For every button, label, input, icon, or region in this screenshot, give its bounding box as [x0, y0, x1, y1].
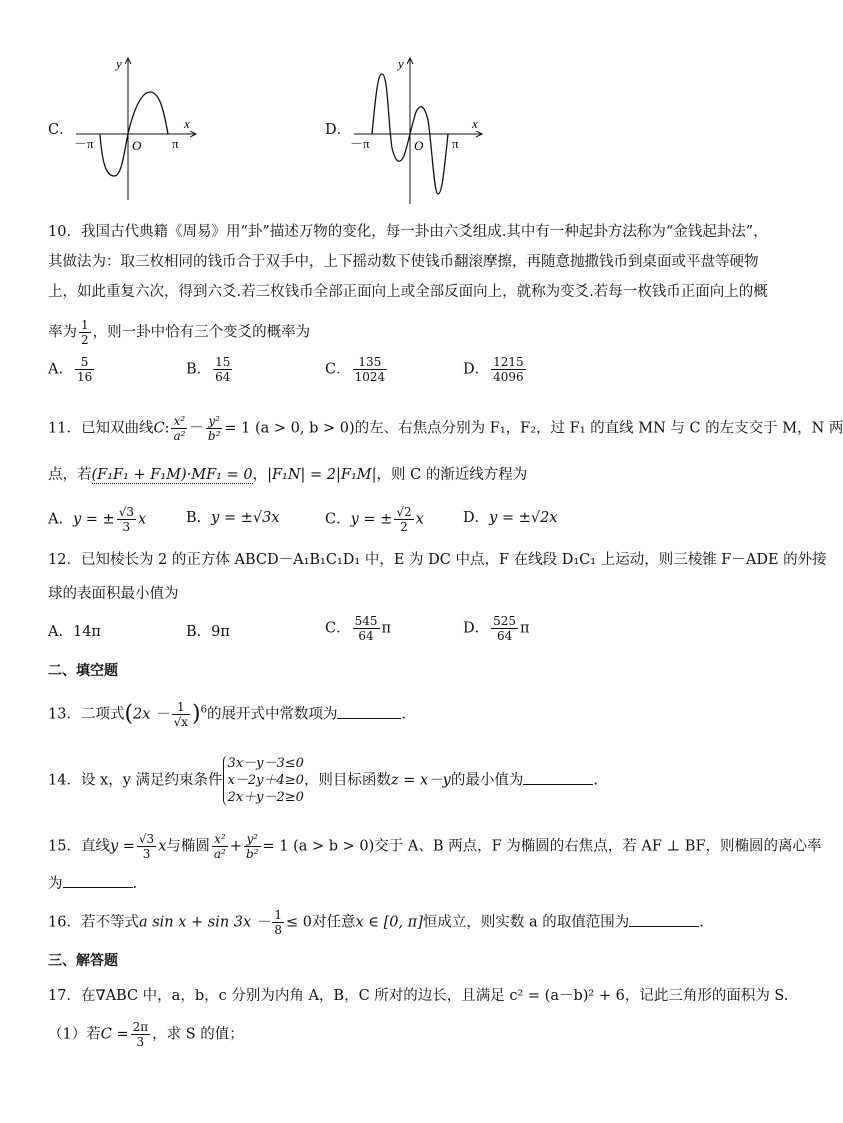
- abs-expression: |F₁N| = 2|F₁M|: [267, 467, 377, 483]
- neg-pi-label: －π: [74, 136, 94, 151]
- q10-line4: [48, 318, 310, 347]
- q11-option-a: A．y = ± $\frac{√3}{3}$ x: [48, 505, 147, 534]
- q15-line1: 15．直线y = $\frac{√3}{3}$ x与椭圆 $\frac{\text{x²}}{\text{a²}}$ + $\frac{\text{y²}}{\text{b²}}$ = 1 (a > b > 0)交于 A、B 两点，F 为椭圆的右焦点，若 AF ⊥ BF，则椭圆的离心率: [48, 832, 822, 861]
- graph-c: [70, 52, 210, 202]
- q10-line2: 其做法为：取三枚相同的钱币合于双手中，上下摇动数下使钱币翻滚摩擦，再随意抛撒钱币到桌面或平盘等硬物: [48, 254, 759, 270]
- q12-line1: 12．已知棱长为 2 的正方体 ABCD－A₁B₁C₁D₁ 中，E 为 DC 中点，F 在线段 D₁C₁ 上运动，则三棱锥 F－ADE 的外接: [48, 552, 827, 568]
- q11-option-b: B．y = ±√3x: [186, 510, 280, 526]
- q10-line4-post: ，则一卦中恰有三个变爻的概率为: [92, 324, 311, 341]
- half-fraction: $\frac{1}{2}$: [81, 318, 89, 347]
- q12-option-d: D． $\frac{525}{64}$ π: [463, 614, 530, 643]
- q15-line2: 为 .: [48, 876, 138, 892]
- q11-line1: 11．已知双曲线C: $\frac{\text{x²}}{\text{a²}}$ － $\frac{\text{y²}}{\text{b²}}$ = 1 (a > 0, b > 0)的左、右焦点分别为 F₁，F₂，过 F₁ 的直线 MN 与 C 的左支交于 M，N 两: [48, 414, 843, 443]
- constraint-system: 3x－y－3≤0 x－2y＋4≥0 2x＋y－2≥0: [223, 755, 304, 806]
- q16: 16．若不等式a sin x + sin 3x － $\frac{1}{8}$ ≤ 0对任意x ∈ [0, π]恒成立，则实数 a 的取值范围为 .: [48, 908, 704, 937]
- q10-line1: 10．我国古代典籍《周易》用“卦”描述万物的变化，每一卦由六爻组成.其中有一种起卦方法称为“金钱起卦法”，: [48, 224, 768, 240]
- q12-line2: 球的表面积最小值为: [48, 586, 179, 602]
- q12-option-c: C． $\frac{545}{64}$ π: [325, 614, 392, 643]
- q10-option-c: C． $\frac{135}{1024}$: [325, 355, 386, 384]
- section-solutions: 三、解答题: [48, 953, 118, 969]
- q12-option-a: A．14π: [48, 624, 101, 640]
- q13: 13．二项式(2x － $\frac{1}{√x}$ )$^6$的展开式中常数项为 .: [48, 700, 407, 729]
- origin-label: O: [132, 138, 142, 153]
- q17-sub1: （1）若C = $\frac{2\pi}{3}$ ，求 S 的值；: [48, 1020, 244, 1049]
- x-label: x: [472, 116, 478, 131]
- y-label: y: [398, 56, 404, 71]
- q13-answer-blank[interactable]: [337, 718, 401, 719]
- q16-answer-blank[interactable]: [629, 926, 699, 927]
- x-label: x: [184, 116, 190, 131]
- section-fill-in: 二、填空题: [48, 663, 118, 679]
- q14-answer-blank[interactable]: [523, 784, 593, 785]
- vector-expression: (F₁F₁ + F₁M)·MF₁ = 0: [91, 467, 253, 483]
- q10-option-a: A． $\frac{5}{16}$: [48, 355, 93, 384]
- neg-pi-label: －π: [350, 136, 370, 151]
- q11-option-c: C．y = ± $\frac{√2}{2}$ x: [325, 505, 424, 534]
- q10-option-d: D． $\frac{1215}{4096}$: [463, 355, 524, 384]
- q10-option-b: B． $\frac{15}{64}$: [186, 355, 231, 384]
- y-label: y: [116, 56, 122, 71]
- q17-line1: 17．在∇ABC 中，a，b，c 分别为内角 A，B，C 所对的边长，且满足 c² = (a－b)² + 6，记此三角形的面积为 S.: [48, 988, 789, 1004]
- option-c-label: C．: [48, 122, 74, 138]
- q15-answer-blank[interactable]: [63, 887, 133, 888]
- graph-d: [348, 52, 488, 207]
- q10-line4-pre: 率为: [48, 324, 77, 341]
- q14: 14．设 x，y 满足约束条件 3x－y－3≤0 x－2y＋4≥0 2x＋y－2≥0 ，则目标函数z = x－y的最小值为 .: [48, 756, 598, 805]
- option-d-label: D．: [325, 122, 352, 138]
- pi-label: π: [452, 136, 459, 151]
- q10-line3: 上，如此重复六次，得到六爻.若三枚钱币全部正面向上或全部反面向上，就称为变爻.若每一枚钱币正面向上的概: [48, 284, 768, 300]
- q11-line2: 点，若(F₁F₁ + F₁M)·MF₁ = 0，|F₁N| = 2|F₁M|，则 C 的渐近线方程为: [48, 467, 528, 483]
- q12-option-b: B．9π: [186, 624, 230, 640]
- q11-option-d: D．y = ±√2x: [463, 510, 558, 526]
- origin-label: O: [414, 138, 424, 153]
- pi-label: π: [172, 136, 179, 151]
